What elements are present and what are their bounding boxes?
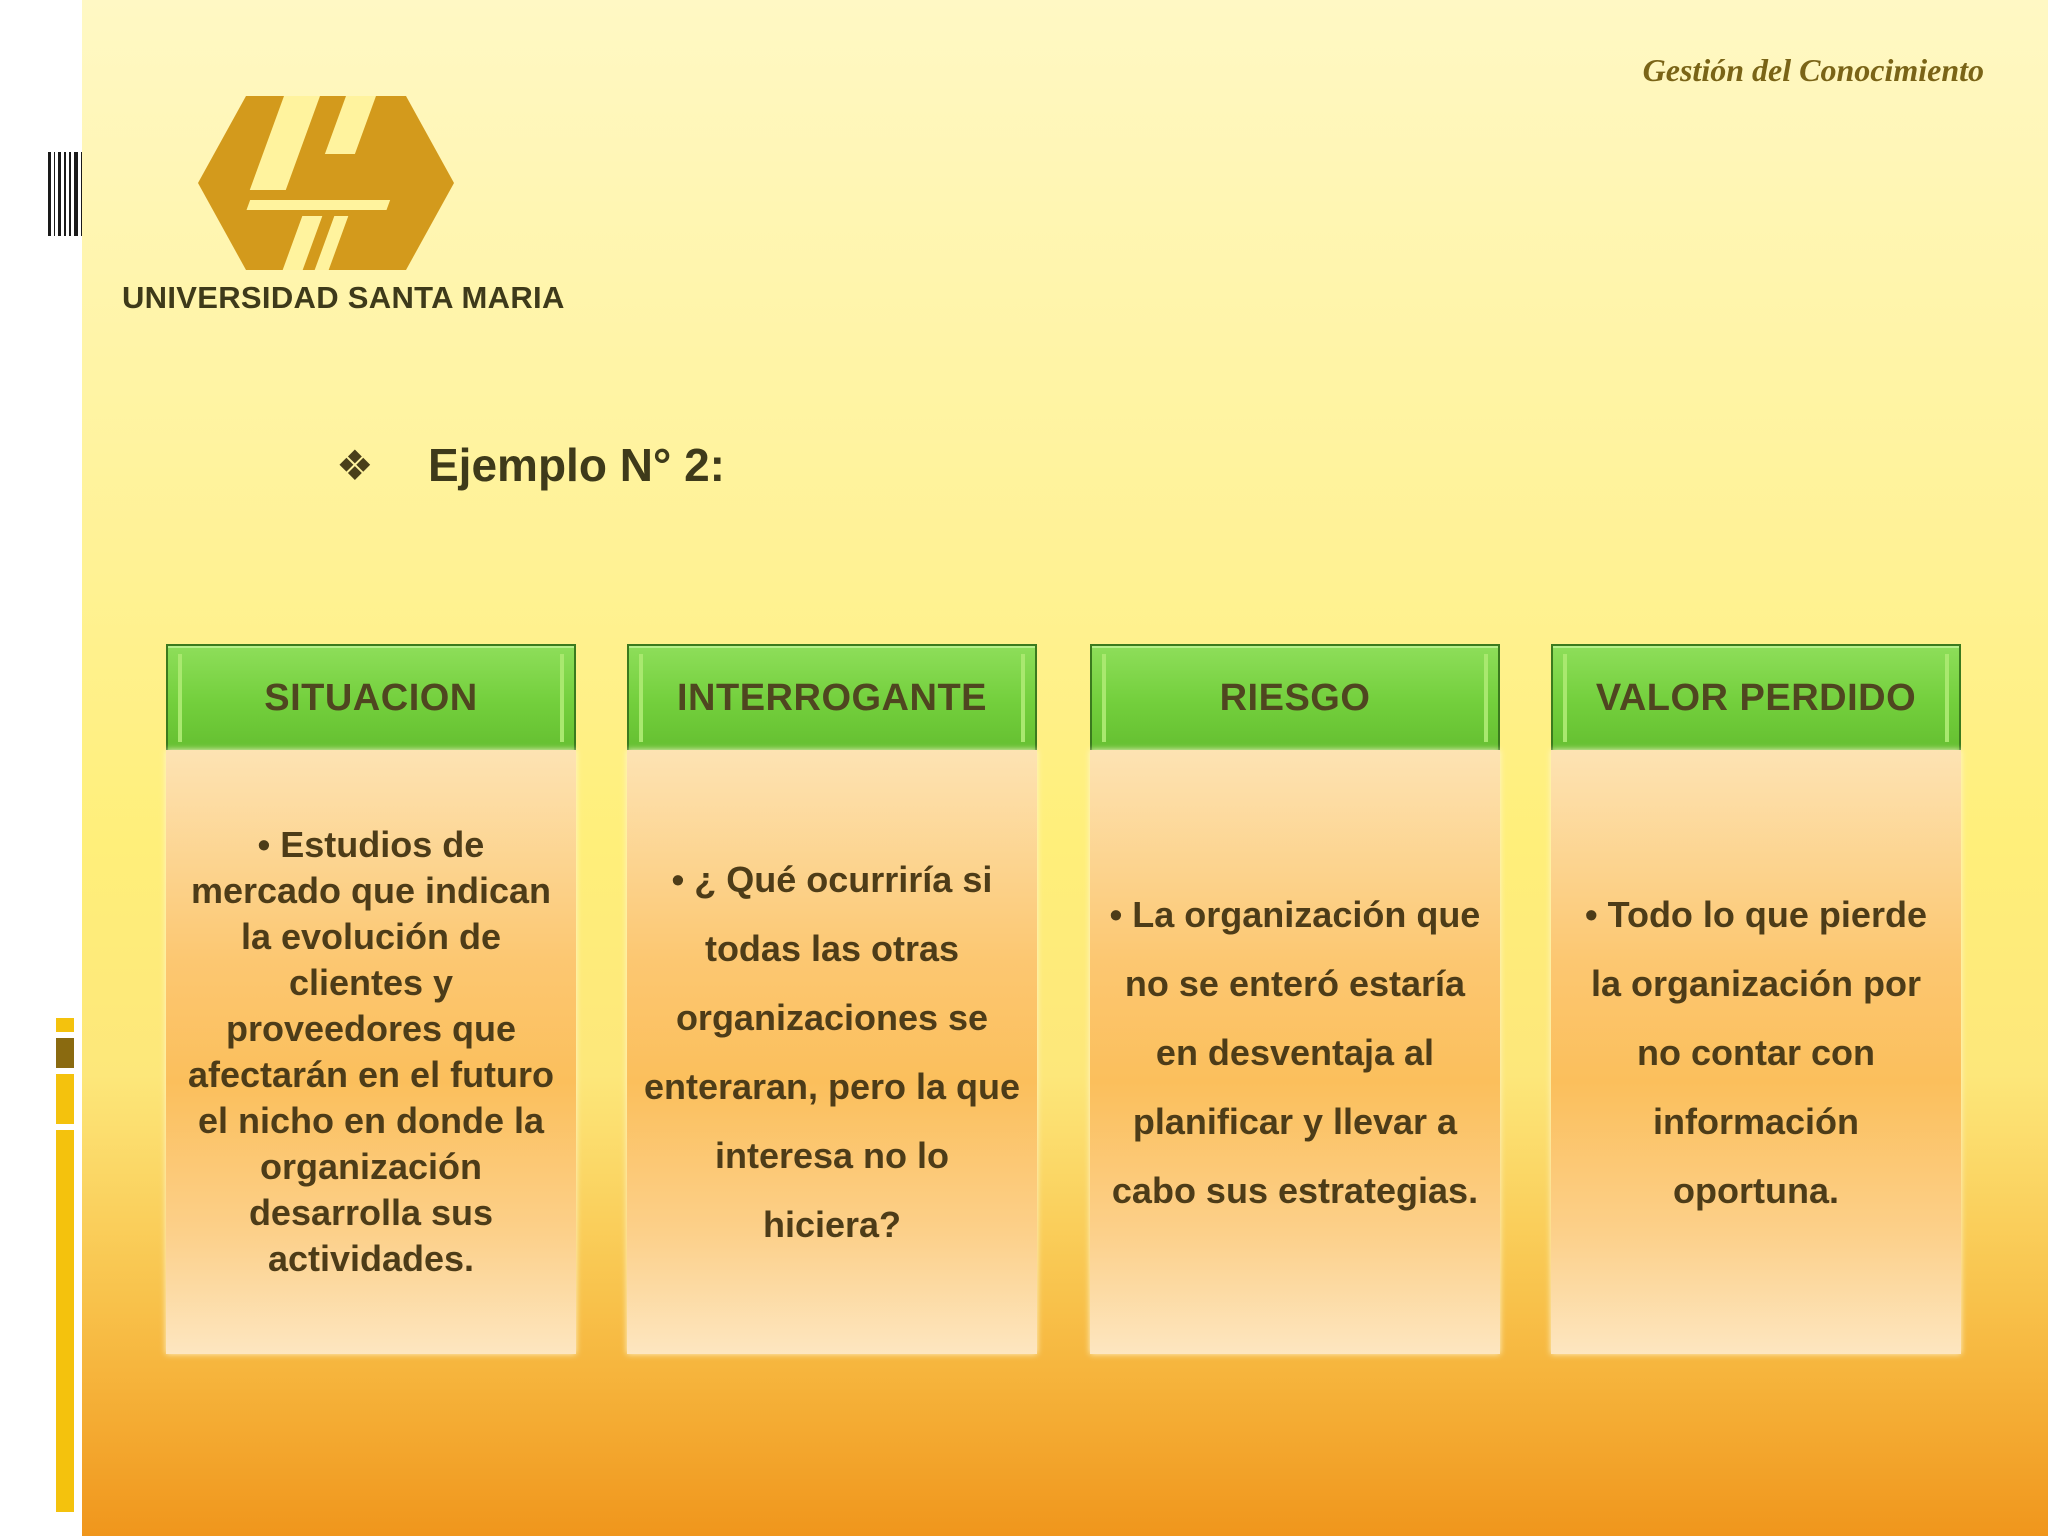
- column-heading: [627, 644, 1037, 752]
- column-heading-text: INTERROGANTE: [677, 676, 987, 719]
- column-body-text: • Todo lo que pierde la organización por no contar con información oportuna.: [1585, 893, 1927, 1211]
- diamond-bullet-icon: ❖: [336, 441, 374, 489]
- column-body: [627, 750, 1037, 1354]
- column-body-text: • Estudios de mercado que indican la evolución de clientes y proveedores que afectarán en el futuro el nicho en donde la organización desarrolla sus actividades.: [187, 824, 555, 1279]
- column-body: [1551, 750, 1961, 1354]
- column-body-text: • La organización que no se enteró estaría en desventaja al planificar y llevar a cabo sus estrategias.: [1109, 893, 1481, 1211]
- barcode-decoration: [48, 152, 82, 236]
- university-logo: [198, 96, 454, 270]
- column-heading-text: VALOR PERDIDO: [1595, 676, 1917, 719]
- column-body: [1090, 750, 1500, 1354]
- example-title: Ejemplo N° 2:: [428, 439, 726, 491]
- column-body-text: • ¿ Qué ocurriría si todas las otras organizaciones se enteraran, pero la que interesa no lo hiciera?: [643, 859, 1021, 1245]
- left-margin-strip: [0, 0, 82, 1536]
- column-heading: [1551, 644, 1961, 752]
- column-interrogante: [627, 644, 1037, 1352]
- column-situacion: [166, 644, 576, 1352]
- column-heading: [1090, 644, 1500, 752]
- column-body: [166, 750, 576, 1354]
- column-heading-text: SITUACION: [264, 676, 478, 719]
- example-heading: [336, 438, 725, 492]
- column-heading: [166, 644, 576, 752]
- column-riesgo: [1090, 644, 1500, 1352]
- university-name: UNIVERSIDAD SANTA MARIA: [122, 280, 565, 315]
- side-color-blocks: [56, 1018, 74, 1518]
- column-heading-text: RIESGO: [1219, 676, 1371, 719]
- course-title: Gestión del Conocimiento: [1642, 52, 1984, 88]
- column-valor-perdido: [1551, 644, 1961, 1352]
